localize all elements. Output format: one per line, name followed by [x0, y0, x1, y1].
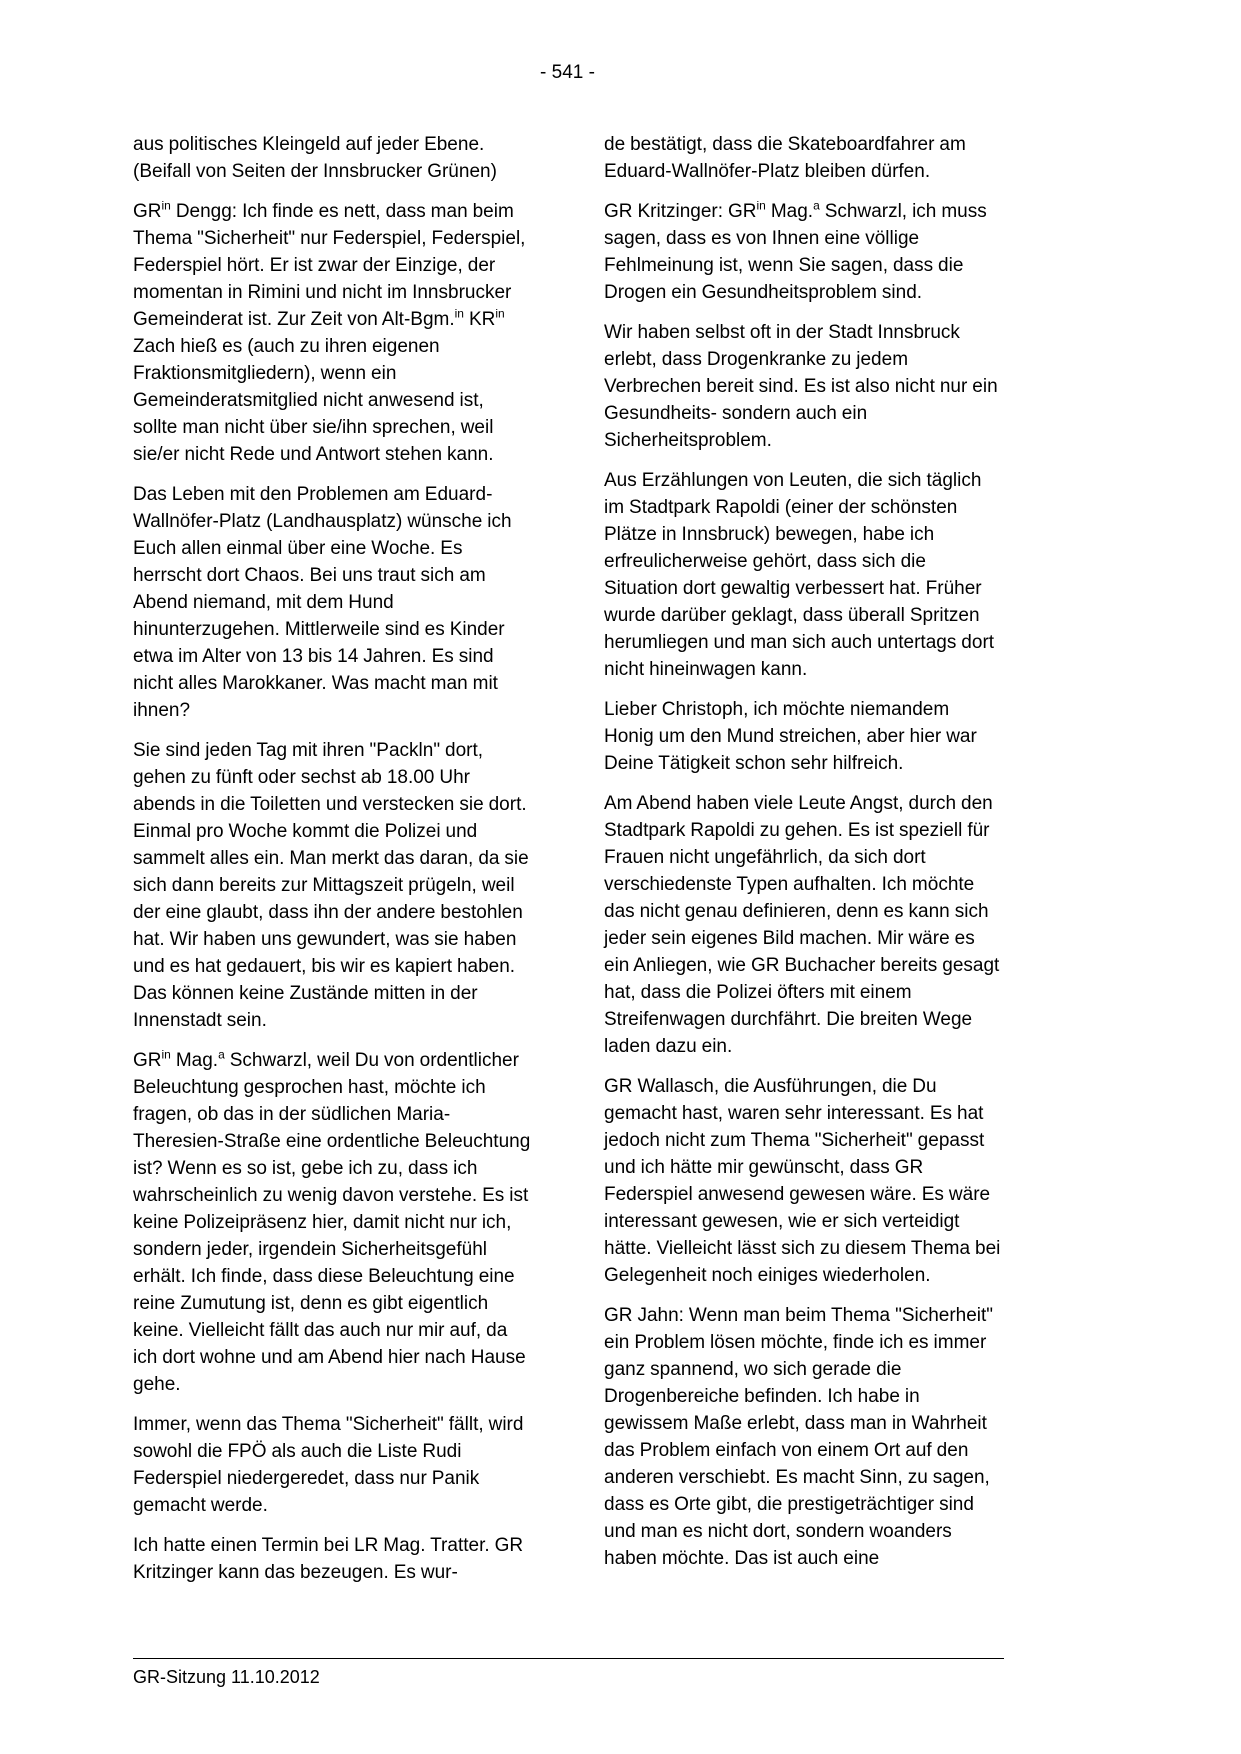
- paragraph: Das Leben mit den Problemen am Eduard-Wallnöfer-Platz (Landhausplatz) wünsche ich Euch allen einmal über eine Woche. Es herrscht dort Chaos. Bei uns traut sich am Abend niemand, mit dem Hund hinunterzugehen. Mittlerweile sind es Kinder etwa im Alter von 13 bis 14 Jahren. Es sind nicht alles Marokkaner. Was macht man mit ihnen?: [133, 484, 512, 721]
- paragraph: Immer, wenn das Thema "Sicherheit" fällt, wird sowohl die FPÖ als auch die Liste Rudi Federspiel niedergeredet, dass nur Panik gemacht werde.: [133, 1414, 524, 1516]
- superscript-text: in: [495, 306, 505, 321]
- superscript-text: in: [756, 198, 766, 213]
- page-content: [133, 62, 1002, 1586]
- superscript-text: a: [813, 198, 820, 213]
- paragraph: Wir haben selbst oft in der Stadt Innsbruck erlebt, dass Drogenkranke zu jedem Verbrechen bereit sind. Es ist also nicht nur ein Gesundheits- sondern auch ein Sicherheitsproblem.: [604, 322, 998, 451]
- superscript-text: in: [161, 198, 171, 213]
- superscript-text: in: [161, 1047, 171, 1062]
- paragraph: Aus Erzählungen von Leuten, die sich täglich im Stadtpark Rapoldi (einer der schönsten Plätze in Innsbruck) bewegen, habe ich erfreulicherweise gehört, dass sich die Situation dort gewaltig verbessert hat. Früher wurde darüber geklagt, dass überall Spritzen herumliegen und man sich auch untertags dort nicht hineinwagen kann.: [604, 470, 995, 680]
- page-footer: [133, 1658, 1004, 1688]
- paragraph: de bestätigt, dass die Skateboardfahrer am Eduard-Wallnöfer-Platz bleiben dürfen.: [604, 134, 966, 182]
- page-number: - 541 -: [540, 62, 595, 83]
- text-column-left: [133, 131, 532, 1586]
- text-columns: [133, 131, 1002, 1586]
- paragraph: Sie sind jeden Tag mit ihren "Packln" dort, gehen zu fünft oder sechst ab 18.00 Uhr abends in die Toiletten und verstecken sie dort. Einmal pro Woche kommt die Polizei und sammelt alles ein. Man merkt das daran, da sie sich dann bereits zur Mittagszeit prügeln, weil der eine glaubt, dass ihn der andere bestohlen hat. Wir haben uns gewundert, was sie haben und es hat gedauert, bis wir es kapiert haben. Das können keine Zustände mitten in der Innenstadt sein.: [133, 740, 529, 1031]
- paragraph: GR Jahn: Wenn man beim Thema "Sicherheit" ein Problem lösen möchte, finde ich es immer ganz spannend, wo sich gerade die Drogenbereiche befinden. Ich habe in gewissem Maße erlebt, dass man in Wahrheit das Problem einfach von einem Ort auf den anderen verschiebt. Es macht Sinn, zu sagen, dass es Orte gibt, die prestigeträchtiger sind und man es nicht dort, sondern woanders haben möchte. Das ist auch eine: [604, 1305, 994, 1569]
- paragraph: GR Wallasch, die Ausführungen, die Du gemacht hast, waren sehr interessant. Es hat jedoch nicht zum Thema "Sicherheit" gepasst und ich hätte mir gewünscht, dass GR Federspiel anwesend gewesen wäre. Es wäre interessant gewesen, wie er sich verteidigt hätte. Vielleicht lässt sich zu diesem Thema bei Gelegenheit noch einiges wiederholen.: [604, 1076, 1001, 1286]
- paragraph: Lieber Christoph, ich möchte niemandem Honig um den Mund streichen, aber hier war Deine Tätigkeit schon sehr hilfreich.: [604, 699, 977, 774]
- text-column-right: [604, 131, 1003, 1586]
- paragraph: GR Kritzinger: $GR^{in}$ Mag.$^a$ Schwarzl, ich muss sagen, dass es von Ihnen eine völlige Fehlmeinung ist, wenn Sie sagen, dass die Drogen ein Gesundheitsproblem sind.: [604, 198, 987, 303]
- paragraph: Ich hatte einen Termin bei LR Mag. Tratter. GR Kritzinger kann das bezeugen. Es wur-: [133, 1535, 524, 1583]
- footer-text: GR-Sitzung 11.10.2012: [133, 1667, 320, 1687]
- paragraph: $GR^{in}$ Mag.$^a$ Schwarzl, weil Du von ordentlicher Beleuchtung gesprochen hast, möchte ich fragen, ob das in der südlichen Maria-Theresien-Straße eine ordentliche Beleuchtung ist? Wenn es so ist, gebe ich zu, dass ich wahrscheinlich zu wenig davon verstehe. Es ist keine Polizeipräsenz hier, damit nicht nur ich, sondern jeder, irgendein Sicherheitsgefühl erhält. Ich finde, dass diese Beleuchtung eine reine Zumutung ist, denn es gibt eigentlich keine. Vielleicht fällt das auch nur mir auf, da ich dort wohne und am Abend hier nach Hause gehe.: [133, 1047, 531, 1395]
- paragraph: Am Abend haben viele Leute Angst, durch den Stadtpark Rapoldi zu gehen. Es ist speziell für Frauen nicht ungefährlich, da sich dort verschiedenste Typen aufhalten. Ich möchte das nicht genau definieren, denn es kann sich jeder sein eigenes Bild machen. Mir wäre es ein Anliegen, wie GR Buchacher bereits gesagt hat, dass die Polizei öfters mit einem Streifenwagen durchfährt. Die breiten Wege laden dazu ein.: [604, 793, 1000, 1057]
- paragraph: $GR^{in}$ Dengg: Ich finde es nett, dass man beim Thema "Sicherheit" nur Federspiel, Federspiel, Federspiel hört. Er ist zwar der Einzige, der momentan in Rimini und nicht im Innsbrucker Gemeinderat ist. Zur Zeit von Alt-Bgm.$^{in}$ $KR^{in}$ Zach hieß es (auch zu ihren eigenen Fraktionsmitgliedern), wenn ein Gemeinderatsmitglied nicht anwesend ist, sollte man nicht über sie/ihn sprechen, weil sie/er nicht Rede und Antwort stehen kann.: [133, 198, 526, 465]
- superscript-text: a: [218, 1047, 225, 1062]
- superscript-text: in: [454, 306, 464, 321]
- paragraph: aus politisches Kleingeld auf jeder Ebene. (Beifall von Seiten der Innsbrucker Grünen): [133, 134, 497, 182]
